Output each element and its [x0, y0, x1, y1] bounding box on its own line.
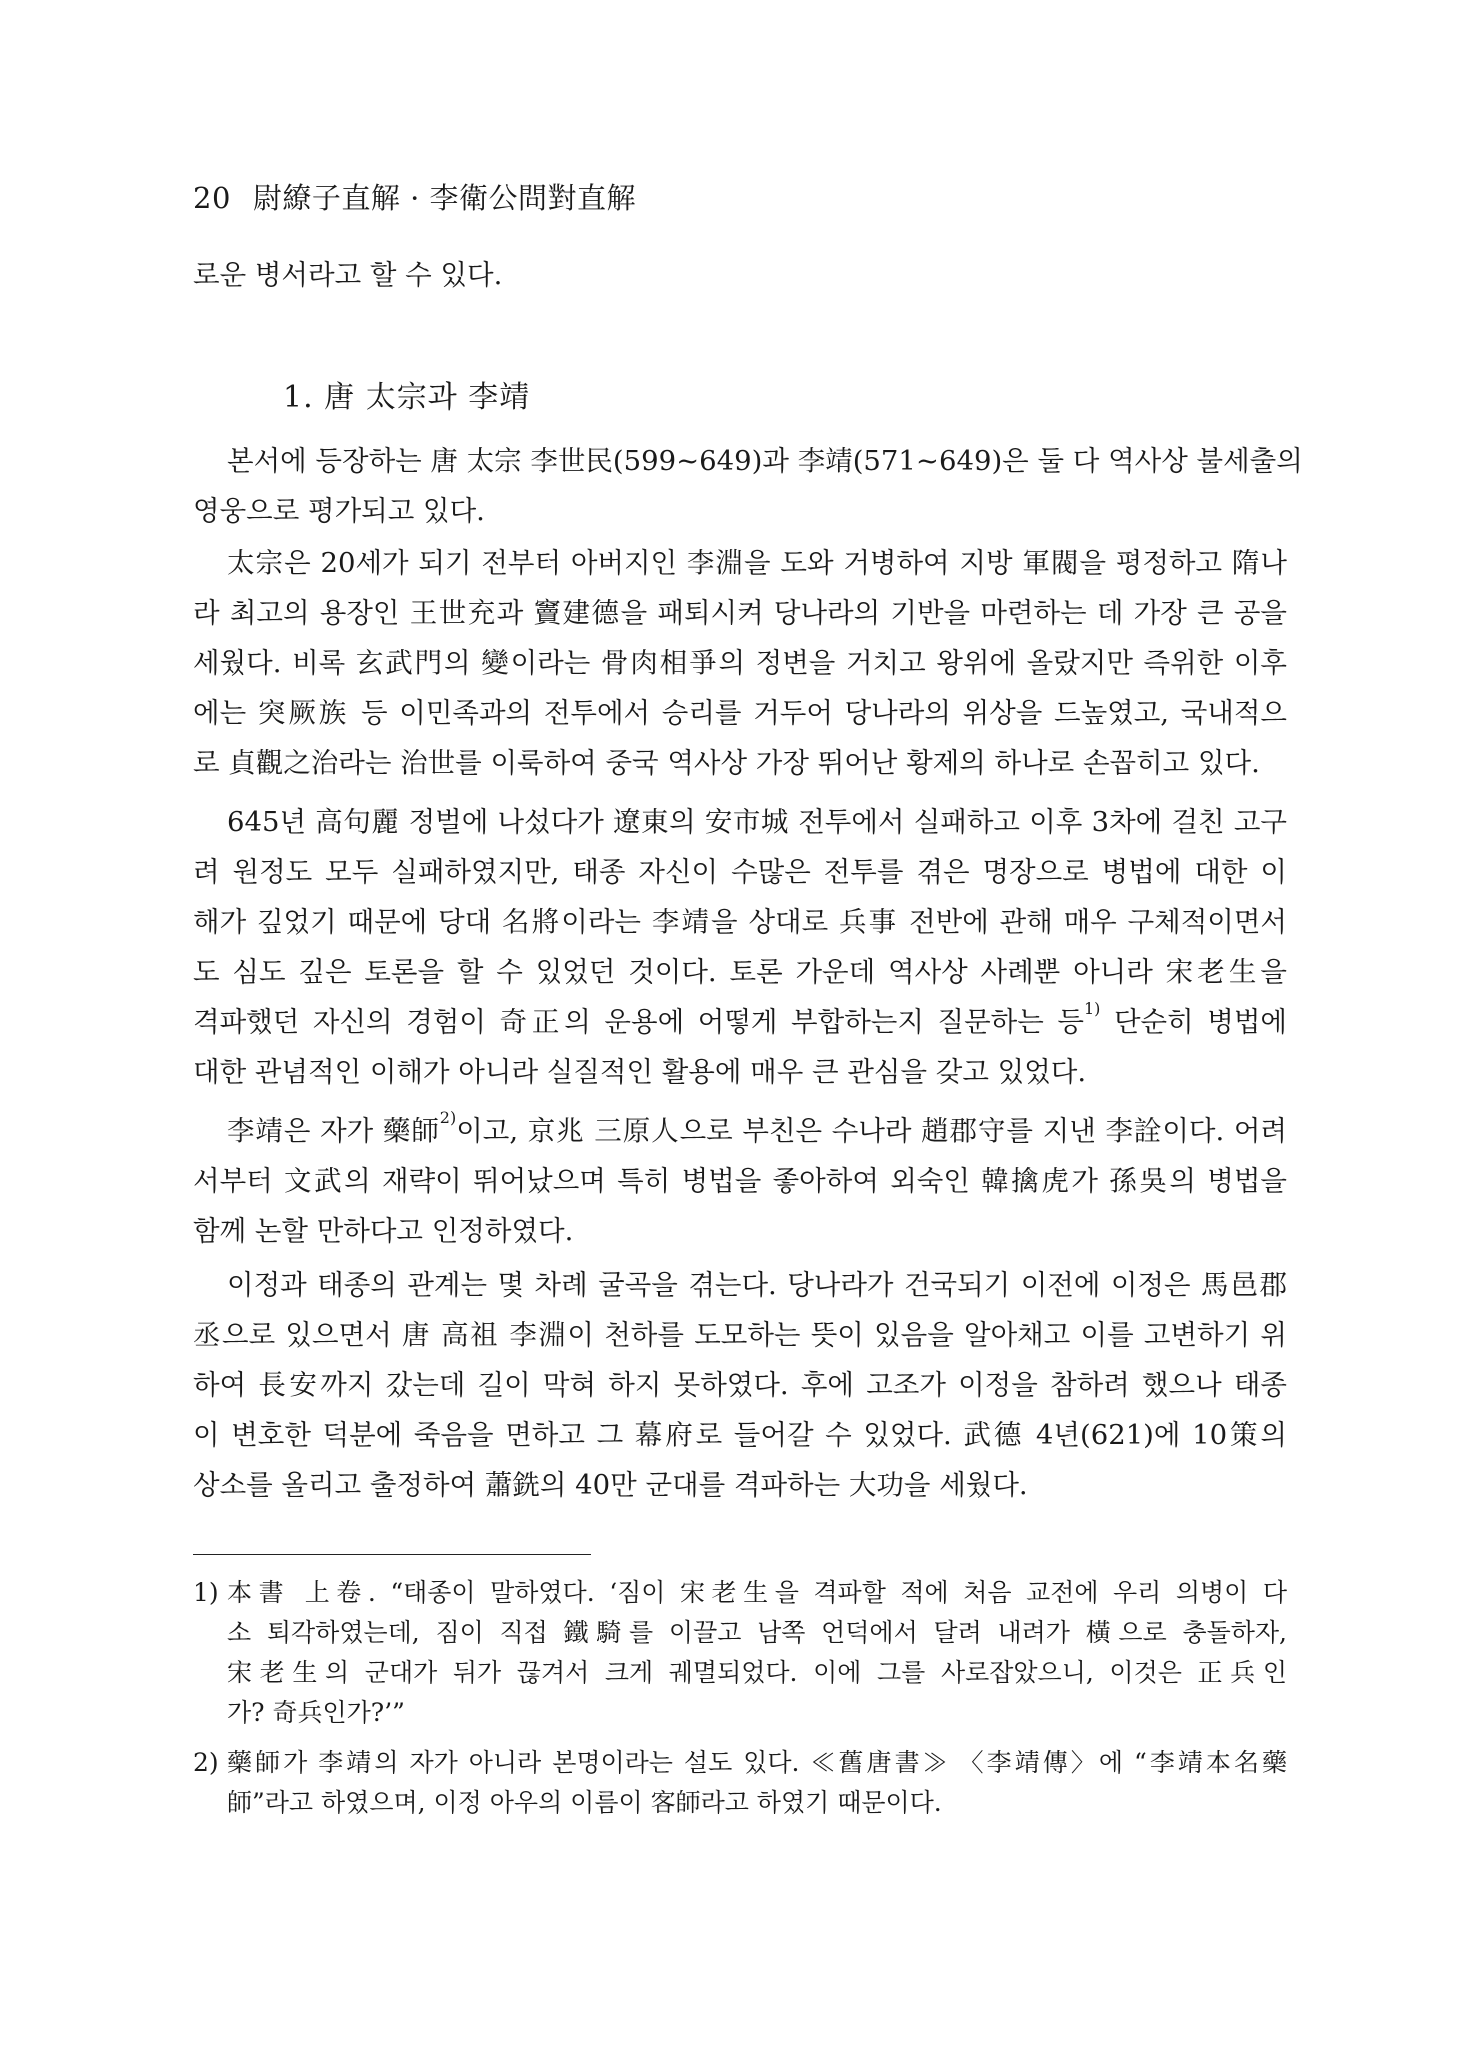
footnote-1: [193, 1573, 1287, 1733]
footnote-line: 소 퇴각하였는데, 짐이 직접 鐵騎를 이끌고 남쪽 언덕에서 달려 내려가 橫으로 충돌하자,: [227, 1618, 1287, 1647]
text-line: 함께 논할 만하다고 인정하였다.: [193, 1215, 574, 1247]
footnote-2: [193, 1743, 1287, 1823]
page-number: 20: [193, 181, 231, 215]
text-line: 세웠다. 비록 玄武門의 變이라는 骨肉相爭의 정변을 거치고 왕위에 올랐지만 즉위한 이후: [193, 647, 1287, 679]
text-line: 대한 관념적인 이해가 아니라 실질적인 활용에 매우 큰 관심을 갖고 있었다.: [193, 1056, 1087, 1088]
footnote-number: 1): [193, 1578, 219, 1607]
text-line: 려 원정도 모두 실패하였지만, 태종 자신이 수많은 전투를 겪은 명장으로 병법에 대한 이: [193, 856, 1287, 888]
paragraph-4: [193, 1106, 1287, 1256]
text-line: 이정과 태종의 관계는 몇 차례 굴곡을 겪는다. 당나라가 건국되기 이전에 이정은 馬邑郡: [227, 1269, 1287, 1301]
text-segment: 격파했던 자신의 경험이 奇正의 운용에 어떻게 부합하는지 질문하는 등: [193, 1006, 1084, 1038]
text-segment: 이고, 京兆 三原人으로 부친은 수나라 趙郡守를 지낸 李詮이다. 어려: [456, 1115, 1287, 1147]
footnote-line: 가? 奇兵인가?’”: [227, 1698, 405, 1727]
footnote-divider: [193, 1554, 591, 1555]
text-line-with-note: [193, 997, 1287, 1047]
footnote-body: [227, 1743, 1287, 1823]
text-line: 하여 長安까지 갔는데 길이 막혀 하지 못하였다. 후에 고조가 이정을 참하려 했으나 태종: [193, 1369, 1287, 1401]
footnote-line: 藥師가 李靖의 자가 아니라 본명이라는 설도 있다. ≪舊唐書≫ 〈李靖傳〉에 “李靖本名藥: [227, 1748, 1287, 1777]
text-line: 영웅으로 평가되고 있다.: [193, 495, 485, 527]
text-line: 해가 깊었기 때문에 당대 名將이라는 李靖을 상대로 兵事 전반에 관해 매우 구체적이면서: [193, 906, 1287, 938]
text-segment: 단순히 병법에: [1100, 1006, 1288, 1038]
paragraph-3: [193, 797, 1287, 1097]
footnotes: [193, 1573, 1287, 1833]
text-line: 라 최고의 용장인 王世充과 竇建德을 패퇴시켜 당나라의 기반을 마련하는 데 가장 큰 공을: [193, 597, 1287, 629]
paragraph-1: [193, 436, 1303, 536]
text-segment: 李靖은 자가 藥師: [227, 1115, 440, 1147]
text-line: 도 심도 깊은 토론을 할 수 있었던 것이다. 토론 가운데 역사상 사례뿐 아니라 宋老生을: [193, 956, 1287, 988]
text-line: 로운 병서라고 할 수 있다.: [193, 259, 503, 291]
footnote-number: 2): [193, 1748, 219, 1777]
footnote-ref-1[interactable]: 1): [1083, 999, 1101, 1018]
text-line: 太宗은 20세가 되기 전부터 아버지인 李淵을 도와 거병하여 지방 軍閥을 평정하고 隋나: [227, 547, 1287, 579]
footnote-ref-2[interactable]: 2): [439, 1108, 457, 1127]
text-line: 645년 高句麗 정벌에 나섰다가 遼東의 安市城 전투에서 실패하고 이후 3차에 걸친 고구: [227, 806, 1287, 838]
footnote-line: 本書 上卷. “태종이 말하였다. ‘짐이 宋老生을 격파할 적에 처음 교전에 우리 의병이 다: [227, 1578, 1287, 1607]
text-line: 본서에 등장하는 唐 太宗 李世民(599~649)과 李靖(571~649)은 둘 다 역사상 불세출의: [227, 445, 1303, 477]
running-header: [193, 176, 636, 217]
opening-line: [193, 250, 1287, 300]
footnote-line: 宋老生의 군대가 뒤가 끊겨서 크게 궤멸되었다. 이에 그를 사로잡았으니, 이것은 正兵인: [227, 1658, 1287, 1687]
text-line: 로 貞觀之治라는 治世를 이룩하여 중국 역사상 가장 뛰어난 황제의 하나로 손꼽히고 있다.: [193, 747, 1260, 779]
footnote-line: 師”라고 하였으며, 이정 아우의 이름이 客師라고 하였기 때문이다.: [227, 1788, 942, 1817]
footnote-body: [227, 1573, 1287, 1733]
text-line: 이 변호한 덕분에 죽음을 면하고 그 幕府로 들어갈 수 있었다. 武德 4년(621)에 10策의: [193, 1419, 1287, 1451]
text-line: 에는 突厥族 등 이민족과의 전투에서 승리를 거두어 당나라의 위상을 드높였고, 국내적으: [193, 697, 1287, 729]
paragraph-2: [193, 538, 1287, 788]
text-line: 상소를 올리고 출정하여 蕭銑의 40만 군대를 격파하는 大功을 세웠다.: [193, 1469, 1028, 1501]
paragraph-5: [193, 1260, 1287, 1510]
text-line: 서부터 文武의 재략이 뛰어났으며 특히 병법을 좋아하여 외숙인 韓擒虎가 孫吳의 병법을: [193, 1165, 1287, 1197]
text-line-with-note: [193, 1106, 1287, 1156]
book-title: 尉繚子直解 · 李衛公問對直解: [252, 181, 637, 215]
text-line: 丞으로 있으면서 唐 高祖 李淵이 천하를 도모하는 뜻이 있음을 알아채고 이를 고변하기 위: [193, 1319, 1287, 1351]
section-title: 1. 唐 太宗과 李靖: [283, 380, 531, 415]
